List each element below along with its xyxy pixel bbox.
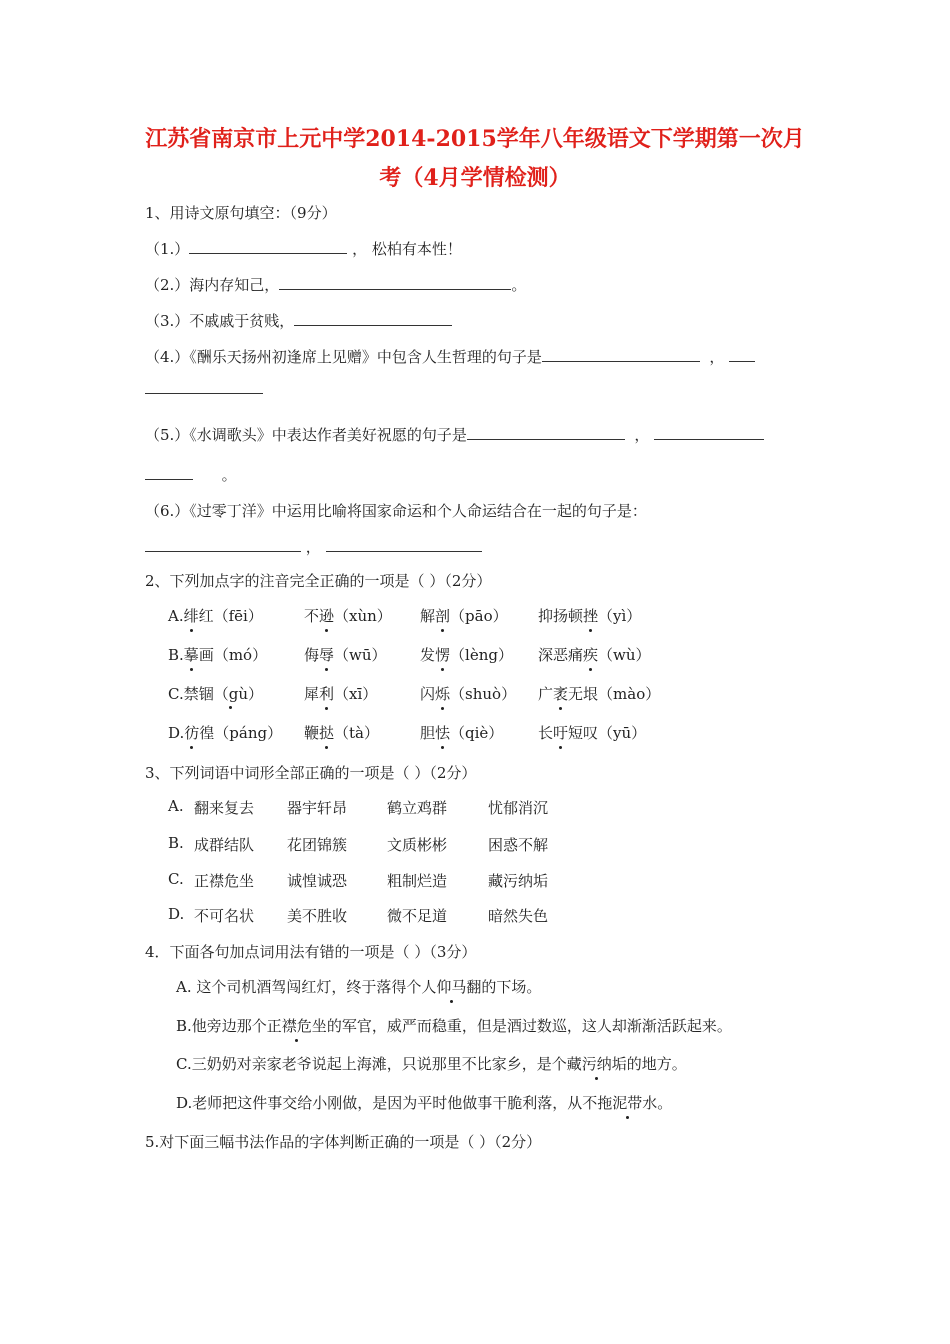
document-title-line1: 江苏省南京市上元中学2014-2015学年八年级语文下学期第一次月: [145, 126, 805, 152]
q4-option-d: [176, 1092, 672, 1113]
q4-option-c: [176, 1053, 687, 1074]
dotted-char: 怯: [435, 724, 451, 742]
dotted-char: 锢（gù）: [198, 685, 263, 703]
fill-blank[interactable]: [279, 275, 511, 290]
q3-header: 3、下列词语中词形全部正确的一项是（ ）（2分）: [145, 764, 477, 782]
option-text: D.老师把这件事交给小刚做，是因为平时他做事干脆利落，从不: [176, 1094, 598, 1112]
dotted-char: 摹: [183, 646, 199, 664]
option-text: 短叹（yū）: [568, 724, 647, 742]
dotted-char: 彷: [184, 724, 200, 742]
dotted-char: 利: [319, 685, 335, 703]
q1-item-6: （6.）《过零丁洋》中运用比喻将国家命运和个人命运结合在一起的句子是：: [145, 502, 647, 520]
option-label: D.: [168, 724, 185, 742]
option-text: 花团锦簇: [287, 836, 348, 854]
fill-blank[interactable]: [145, 393, 263, 394]
option-text: 不: [304, 607, 320, 625]
option-label: C.: [168, 685, 184, 703]
option-text: （lèng）: [450, 646, 513, 664]
q1-item-5: [145, 424, 764, 445]
q1-item-5-sep: ，: [634, 426, 650, 444]
q1-item-2-end: 。: [511, 276, 527, 294]
q1-item-1: [145, 238, 462, 259]
option-text: 的军官，威严而稳重，但是酒过数巡，这人却渐渐活跃起来。: [326, 1017, 732, 1035]
option-text: A. 这个司机酒驾闯红灯，终于落得个: [176, 978, 422, 996]
q1-item-6-sep: ，: [305, 538, 321, 556]
option-text: 广: [538, 685, 554, 703]
dotted-char: 疾: [583, 646, 599, 664]
option-label: A.: [168, 797, 184, 815]
q4-option-a: [176, 976, 541, 997]
option-text: 长: [538, 724, 554, 742]
option-text: 发: [420, 646, 436, 664]
option-text: （shuò）: [450, 685, 517, 703]
option-text: 忧郁消沉: [488, 799, 549, 817]
dotted-phrase: 人仰马翻: [421, 978, 482, 996]
dotted-char: 逊: [319, 607, 335, 625]
option-text: 粗制烂造: [387, 872, 448, 890]
dotted-char: 吁: [553, 724, 569, 742]
option-text: 暗然失色: [488, 907, 549, 925]
option-label: D.: [168, 905, 185, 923]
document-title-line2: 考（4月学情检测）: [379, 165, 571, 191]
option-text: 成群结队: [194, 836, 255, 854]
option-label: A.: [168, 607, 184, 625]
option-text: 侮: [304, 646, 320, 664]
option-text: 器宇轩昂: [287, 799, 348, 817]
fill-blank[interactable]: [542, 347, 700, 362]
option-text: 抑扬顿: [538, 607, 584, 625]
q1-item-5-text: （5.）《水调歌头》中表达作者美好祝愿的句子是: [145, 426, 467, 444]
q4-option-b: [176, 1015, 732, 1036]
option-text: 鹤立鸡群: [387, 799, 448, 817]
option-text: 胆: [420, 724, 436, 742]
option-label: B.: [168, 646, 184, 664]
q4-header: 4．下面各句加点词用法有错的一项是（ ）（3分）: [145, 943, 477, 961]
option-text: 鞭: [304, 724, 320, 742]
option-text: 正襟危坐: [194, 872, 255, 890]
option-text: 困惑不解: [488, 836, 549, 854]
option-text: （tà）: [334, 724, 380, 742]
q1-item-4-sep: ，: [709, 348, 725, 366]
q2-header: 2、下列加点字的注音完全正确的一项是（ ）（2分）: [145, 572, 492, 590]
q1-item-2-text: （2.）海内存知己，: [145, 276, 280, 294]
option-text: 红（fēi）: [198, 607, 263, 625]
q1-item-1-label: （1.）: [145, 240, 190, 258]
dotted-phrase: 正襟危坐: [266, 1017, 327, 1035]
dotted-char: 愣: [435, 646, 451, 664]
dotted-char: 挞: [319, 724, 335, 742]
dotted-phrase: 拖泥带水: [597, 1094, 658, 1112]
option-label: C.: [168, 870, 184, 888]
fill-blank[interactable]: [294, 311, 452, 326]
option-text: 美不胜收: [287, 907, 348, 925]
q1-item-4-text: （4.）《酬乐天扬州初逢席上见赠》中包含人生哲理的句子是: [145, 348, 542, 366]
q1-item-2: [145, 274, 526, 295]
option-text: 犀: [304, 685, 320, 703]
option-text: 徨（páng）: [199, 724, 283, 742]
option-text: 的地方。: [626, 1055, 687, 1073]
fill-blank[interactable]: [145, 537, 301, 552]
q1-item-1-text: ， 松柏有本性！: [352, 240, 462, 258]
option-text: 禁: [183, 685, 199, 703]
option-text: 的下场。: [481, 978, 542, 996]
option-text: B.他旁边那个: [176, 1017, 267, 1035]
option-text: （yì）: [598, 607, 642, 625]
dotted-phrase: 藏污纳垢: [566, 1055, 627, 1073]
option-text: 解: [420, 607, 436, 625]
option-text: 翻来复去: [194, 799, 255, 817]
dotted-char: 辱: [319, 646, 335, 664]
option-text: （xùn）: [334, 607, 392, 625]
q1-item-3-text: （3.）不戚戚于贫贱，: [145, 312, 295, 330]
option-text: 无垠（mào）: [568, 685, 661, 703]
option-text: 诚惶诚恐: [287, 872, 348, 890]
option-text: （xī）: [334, 685, 378, 703]
fill-blank[interactable]: [654, 425, 764, 440]
option-text: （wù）: [598, 646, 651, 664]
option-text: 文质彬彬: [387, 836, 448, 854]
q1-item-6-blanks: [145, 536, 482, 557]
fill-blank[interactable]: [189, 239, 347, 254]
dotted-char: 烁: [435, 685, 451, 703]
q1-item-5-cont: [145, 464, 237, 485]
option-text: 藏污纳垢: [488, 872, 549, 890]
option-text: （qiè）: [450, 724, 504, 742]
option-text: （wū）: [334, 646, 387, 664]
dotted-char: 袤: [553, 685, 569, 703]
option-text: 不可名状: [194, 907, 255, 925]
q1-item-4: [145, 346, 755, 367]
fill-blank[interactable]: [145, 465, 193, 480]
fill-blank[interactable]: [326, 537, 482, 552]
q1-header: 1、用诗文原句填空：（9分）: [145, 204, 337, 222]
option-text: （pāo）: [450, 607, 508, 625]
q1-item-5-end: 。: [221, 466, 237, 484]
dotted-char: 剖: [435, 607, 451, 625]
option-label: B.: [168, 834, 184, 852]
dotted-char: 绯: [183, 607, 199, 625]
q5-header: 5.对下面三幅书法作品的字体判断正确的一项是（ ）（2分）: [145, 1133, 542, 1151]
option-text: 画（mó）: [198, 646, 268, 664]
option-text: C.三奶奶对亲家老爷说起上海滩，只说那里不比家乡，是个: [176, 1055, 567, 1073]
option-text: 微不足道: [387, 907, 448, 925]
option-text: 闪: [420, 685, 436, 703]
fill-blank[interactable]: [467, 425, 625, 440]
option-text: 深恶痛: [538, 646, 584, 664]
q1-item-3: [145, 310, 452, 331]
dotted-char: 挫: [583, 607, 599, 625]
option-text: 。: [657, 1094, 673, 1112]
fill-blank[interactable]: [729, 347, 755, 362]
